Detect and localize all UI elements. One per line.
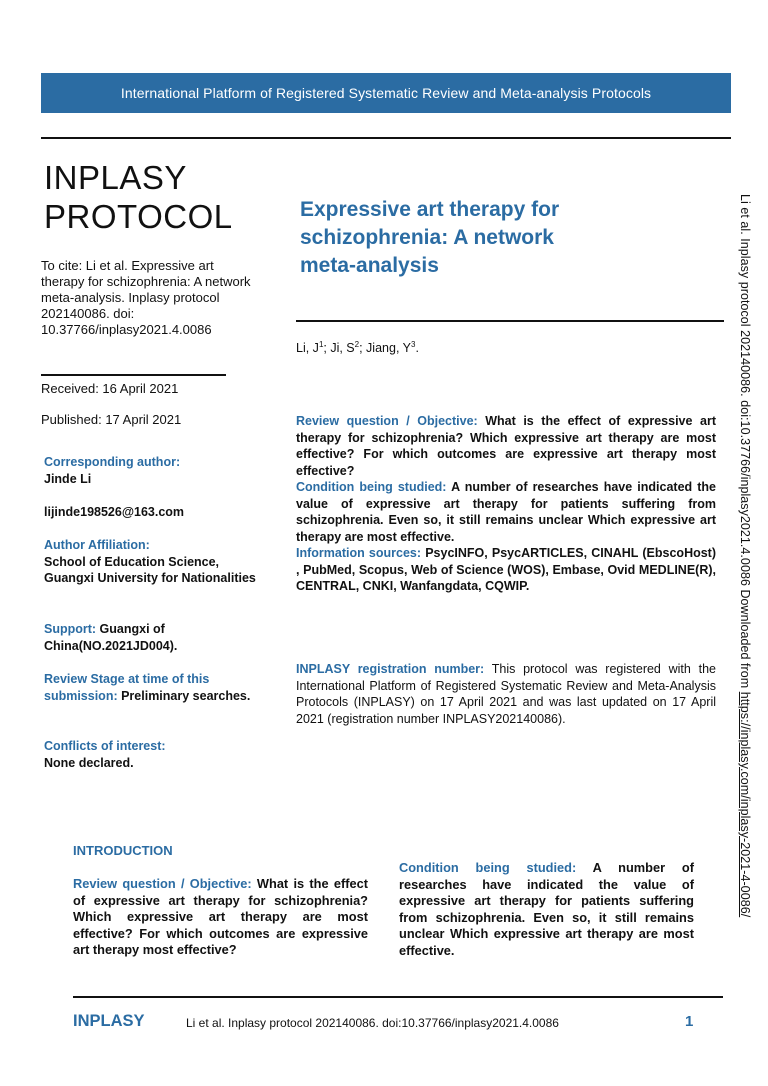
coi-value: None declared. bbox=[44, 755, 134, 770]
banner-text: International Platform of Registered Systematic Review and Meta-analysis Protocols bbox=[120, 85, 652, 101]
conflicts bbox=[44, 738, 256, 771]
received-date: Received: 16 April 2021 bbox=[41, 381, 179, 396]
abs-cond-label: Condition being studied: bbox=[296, 480, 447, 494]
affil-label: Author Affiliation: bbox=[44, 538, 150, 552]
abs-rq-label: Review question / Objective: bbox=[296, 414, 478, 428]
intro-cond-text: A number of researches have indicated the value of expressive art therapy for patients suffering from schizophrenia. Even so, it still remains unclear Which expressive art therapy are most effective. bbox=[399, 860, 694, 958]
support bbox=[44, 621, 256, 654]
registration-number bbox=[296, 661, 716, 727]
corresponding-author bbox=[44, 454, 256, 487]
affil-3: 3 bbox=[411, 340, 416, 349]
introduction-heading: INTRODUCTION bbox=[73, 843, 173, 858]
footer-rule bbox=[73, 996, 723, 998]
abs-cond-text: A number of researches have indicated the value of expressive art therapy for patients suffering from schizophrenia. Even so, it still remains unclear Which expressive art therapy are most effective. bbox=[296, 480, 717, 544]
top-rule bbox=[41, 137, 731, 139]
abstract bbox=[296, 413, 716, 595]
author-1: Li, J bbox=[296, 341, 319, 356]
intro-review-question bbox=[73, 876, 368, 959]
download-link[interactable]: https://inplasy.com/inplasy-2021-4-0086/ bbox=[738, 691, 752, 918]
intro-condition bbox=[399, 860, 694, 959]
published-date: Published: 17 April 2021 bbox=[41, 412, 182, 427]
dates-rule bbox=[41, 374, 226, 376]
abs-info-label: Information sources: bbox=[296, 546, 422, 560]
citation-block: To cite: Li et al. Expressive art therapy for schizophrenia: A network meta-analysis. Inplasy protocol 202140086. doi: 10.37766/inplasy2021.4.0086 bbox=[41, 258, 251, 337]
author-list bbox=[296, 340, 419, 355]
review-stage bbox=[44, 671, 256, 704]
support-label: Support: bbox=[44, 622, 97, 636]
support-value: Guangxi of China(NO.2021JD004). bbox=[44, 622, 178, 653]
intro-cond-label: Condition being studied: bbox=[399, 860, 577, 875]
footer-citation: Li et al. Inplasy protocol 202140086. doi:10.37766/inplasy2021.4.0086 bbox=[186, 1016, 559, 1030]
corr-name: Jinde Li bbox=[44, 471, 92, 486]
page-number: 1 bbox=[685, 1013, 694, 1030]
abstract-condition bbox=[296, 479, 716, 545]
abs-info-text: PsycINFO, PsycARTICLES, CINAHL (EbscoHost) , PubMed, Scopus, Web of Science (WOS), Embase, Ovid MEDLINE(R), CENTRAL, CNKI, Wanfangdata, CQWIP. bbox=[296, 546, 717, 593]
affil-1: 1 bbox=[318, 340, 324, 349]
author-affiliation bbox=[44, 537, 256, 587]
affil-value: School of Education Science, Guangxi University for Nationalities bbox=[44, 554, 256, 585]
side-text: Li et al. Inplasy protocol 202140086. doi:10.37766/inplasy2021.4.0086 Downloaded from bbox=[738, 194, 752, 692]
stage-label: Review Stage at time of this submission: bbox=[44, 672, 210, 703]
title-line1: Expressive art therapy for bbox=[300, 198, 560, 221]
coi-label: Conflicts of interest: bbox=[44, 739, 166, 753]
abstract-review-question bbox=[296, 413, 716, 479]
author-end: . bbox=[415, 341, 419, 356]
abstract-info-sources bbox=[296, 545, 716, 595]
affil-2: 2 bbox=[354, 340, 360, 349]
intro-rq-text: What is the effect of expressive art therapy for schizophrenia? Which expressive art therapy are most effective? For which outcomes are expressive art therapy most effective? bbox=[73, 876, 369, 957]
journal-banner bbox=[41, 73, 731, 113]
footer-logo: INPLASY bbox=[73, 1012, 145, 1030]
stage-value: Preliminary searches. bbox=[117, 688, 251, 703]
side-download-note bbox=[738, 194, 752, 917]
article-title bbox=[300, 196, 700, 280]
intro-rq-label: Review question / Objective: bbox=[73, 876, 252, 891]
logo-line2: PROTOCOL bbox=[44, 198, 233, 235]
reg-text: This protocol was registered with the International Platform of Registered Systematic Review and Meta-Analysis Protocols (INPLASY) on 17 April 2021 and was last updated on 17 April 2021 (registration number INPLASY202140086). bbox=[296, 662, 716, 726]
abs-rq-text: What is the effect of expressive art therapy for schizophrenia? Which expressive art therapy are most effective? For which outcomes are expressive art therapy most effective? bbox=[296, 414, 716, 478]
title-rule bbox=[296, 320, 724, 322]
title-line2: schizophrenia: A network bbox=[300, 226, 554, 249]
reg-label: INPLASY registration number: bbox=[296, 662, 485, 676]
corr-email[interactable]: lijinde198526@163.com bbox=[44, 505, 185, 519]
author-2: ; Ji, S bbox=[323, 341, 355, 356]
logo-line1: INPLASY bbox=[44, 159, 187, 196]
author-3: ; Jiang, Y bbox=[359, 341, 411, 356]
inplasy-logo bbox=[44, 158, 233, 236]
title-line3: meta-analysis bbox=[300, 254, 439, 277]
corr-label: Corresponding author: bbox=[44, 455, 181, 469]
